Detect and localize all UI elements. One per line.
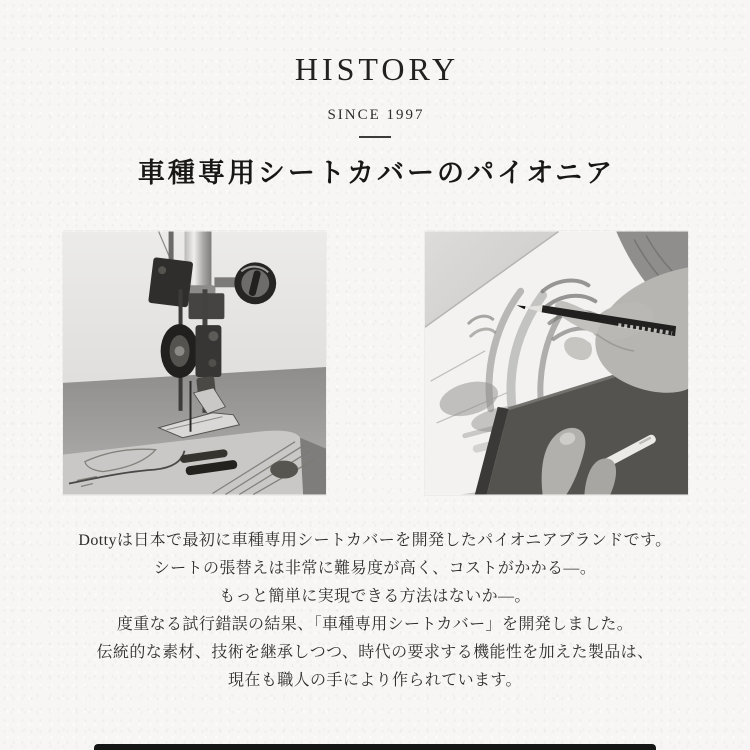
seat-sketch-photo: [425, 231, 688, 495]
bottom-divider-bar: [94, 744, 656, 750]
photo-row: [0, 231, 750, 495]
since-label: SINCE 1997: [327, 107, 425, 124]
sewing-machine-photo: [63, 231, 326, 495]
story-line: もっと簡単に実現できる方法はないか―。: [219, 588, 531, 606]
story-line: 現在も職人の手により作られています。: [228, 672, 522, 690]
history-paragraph: [0, 527, 750, 695]
story-line: シートの張替えは非常に難易度が高く、コストがかかる―。: [153, 560, 597, 578]
sewing-machine-illustration: [63, 231, 326, 495]
catchcopy-heading: 車種専用シートカバーのパイオニア: [137, 157, 616, 188]
page-title: HISTORY: [294, 51, 460, 87]
divider-line: [359, 136, 391, 138]
story-line: Dottyは日本で最初に車種専用シートカバーを開発したパイオニアブランドです。: [78, 532, 672, 550]
story-line: 伝統的な素材、技術を継承しつつ、時代の要求する機能性を加えた製品は、: [96, 644, 654, 662]
hand-sketching-illustration: [425, 231, 688, 495]
story-line: 度重なる試行錯誤の結果、「車種専用シートカバー」を開発しました。: [116, 616, 634, 634]
